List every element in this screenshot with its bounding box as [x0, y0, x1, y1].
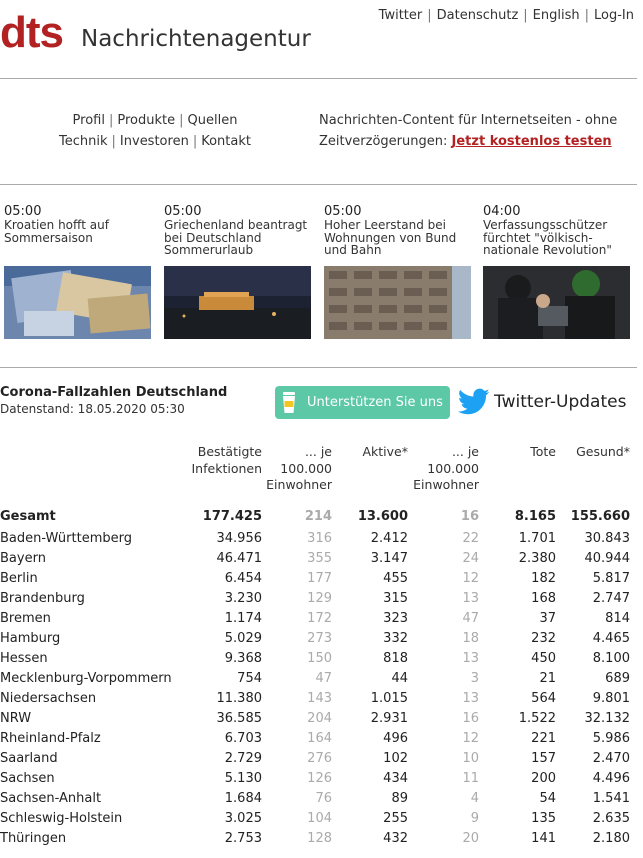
- recovered-cell: 4.496: [592, 770, 630, 786]
- news-item[interactable]: [483, 204, 633, 271]
- news-title[interactable]: Kroatien hofft auf Sommersaison: [4, 218, 109, 245]
- nav-profil[interactable]: Profil: [72, 113, 105, 128]
- recovered-cell: 155.660: [570, 508, 630, 524]
- divider: |: [179, 113, 184, 128]
- recovered-cell: 814: [605, 610, 630, 626]
- per100k-cell: 104: [307, 810, 332, 826]
- table-row: [0, 768, 630, 788]
- active-cell: 434: [383, 770, 408, 786]
- deaths-cell: 2.380: [518, 550, 556, 566]
- confirmed-cell: 2.753: [224, 830, 262, 846]
- per100k-cell: 143: [307, 690, 332, 706]
- divider-line: [0, 367, 637, 368]
- nav-technik[interactable]: Technik: [59, 134, 108, 149]
- promo-line-2: [319, 131, 639, 152]
- news-item[interactable]: [324, 204, 474, 271]
- table-row: [0, 608, 630, 628]
- state-name: Schleswig-Holstein: [0, 810, 123, 826]
- divider: |: [192, 134, 198, 149]
- confirmed-cell: 5.130: [224, 770, 262, 786]
- promo-line-1: Nachrichten-Content für Internetseiten - ohne: [319, 113, 618, 128]
- confirmed-cell: 754: [237, 670, 262, 686]
- table-row: [0, 808, 630, 828]
- confirmed-cell: 1.174: [224, 610, 262, 626]
- state-name: Bayern: [0, 550, 46, 566]
- active-cell: 44: [391, 670, 408, 686]
- main-nav: [0, 110, 310, 152]
- active-per100k-cell: 12: [462, 570, 479, 586]
- divider-line: [0, 184, 637, 185]
- active-per100k-cell: 20: [462, 830, 479, 846]
- deaths-cell: 200: [531, 770, 556, 786]
- table-row: [0, 668, 630, 688]
- active-per100k-cell: 13: [462, 690, 479, 706]
- active-cell: 323: [383, 610, 408, 626]
- per100k-cell: 126: [307, 770, 332, 786]
- active-cell: 89: [391, 790, 408, 806]
- coffee-cup-icon: [281, 392, 297, 414]
- recovered-cell: 40.944: [584, 550, 630, 566]
- news-item[interactable]: [164, 204, 314, 271]
- confirmed-cell: 46.471: [216, 550, 262, 566]
- news-time: 05:00: [4, 204, 42, 219]
- table-row: [0, 648, 630, 668]
- header-per100k: ... je 100.000 Einwohner: [266, 444, 332, 492]
- divider-line: [0, 78, 637, 79]
- active-cell: 818: [383, 650, 408, 666]
- twitter-updates-label: Twitter-Updates: [494, 392, 627, 412]
- deaths-cell: 1.701: [518, 530, 556, 546]
- table-row: [0, 728, 630, 748]
- agency-name: Nachrichtenagentur: [81, 26, 311, 52]
- twitter-link[interactable]: Twitter: [378, 8, 423, 23]
- active-cell: 432: [383, 830, 408, 846]
- confirmed-cell: 6.703: [224, 730, 262, 746]
- confirmed-cell: 3.025: [224, 810, 262, 826]
- news-time: 05:00: [324, 204, 362, 219]
- divider: |: [111, 134, 116, 149]
- confirmed-cell: 3.230: [224, 590, 262, 606]
- active-cell: 102: [383, 750, 408, 766]
- deaths-cell: 21: [539, 670, 556, 686]
- state-name: Mecklenburg-Vorpommern: [0, 670, 172, 686]
- state-name: Baden-Württemberg: [0, 530, 132, 546]
- per100k-cell: 355: [307, 550, 332, 566]
- per100k-cell: 276: [307, 750, 332, 766]
- table-row: [0, 788, 630, 808]
- apartment-building-image[interactable]: [324, 266, 471, 339]
- active-per100k-cell: 13: [462, 650, 479, 666]
- deaths-cell: 450: [531, 650, 556, 666]
- deaths-cell: 1.522: [518, 710, 556, 726]
- confirmed-cell: 6.454: [224, 570, 262, 586]
- corona-table: [0, 444, 630, 848]
- table-header-row: [0, 444, 630, 502]
- nav-kontakt[interactable]: Kontakt: [201, 134, 251, 149]
- active-per100k-cell: 11: [462, 770, 479, 786]
- divider: |: [523, 8, 528, 23]
- confirmed-cell: 5.029: [224, 630, 262, 646]
- nav-investoren[interactable]: Investoren: [119, 134, 189, 149]
- header-deaths: Tote: [530, 444, 556, 459]
- free-trial-link[interactable]: Jetzt kostenlos testen: [451, 134, 612, 149]
- active-per100k-cell: 3: [470, 670, 479, 686]
- active-cell: 3.147: [370, 550, 408, 566]
- active-cell: 13.600: [357, 508, 408, 524]
- divider: |: [108, 113, 114, 128]
- active-per100k-cell: 24: [462, 550, 479, 566]
- recovered-cell: 2.180: [592, 830, 630, 846]
- header-recovered: Gesund*: [576, 444, 630, 459]
- active-per100k-cell: 18: [462, 630, 479, 646]
- confirmed-cell: 2.729: [224, 750, 262, 766]
- news-time: 04:00: [483, 204, 521, 219]
- active-per100k-cell: 16: [460, 508, 479, 524]
- dts-logo[interactable]: dts: [0, 8, 63, 57]
- top-links: [379, 8, 634, 23]
- recovered-cell: 4.465: [592, 630, 630, 646]
- deaths-cell: 135: [531, 810, 556, 826]
- active-cell: 2.931: [370, 710, 408, 726]
- per100k-cell: 214: [304, 508, 332, 524]
- active-cell: 315: [383, 590, 408, 606]
- news-title[interactable]: Hoher Leerstand bei Wohnungen von Bund und Bahn: [324, 218, 457, 257]
- per100k-cell: 128: [307, 830, 332, 846]
- confirmed-cell: 1.684: [224, 790, 262, 806]
- per100k-cell: 150: [307, 650, 332, 666]
- recovered-cell: 1.541: [592, 790, 630, 806]
- recovered-cell: 5.817: [592, 570, 630, 586]
- deaths-cell: 54: [539, 790, 556, 806]
- english-link[interactable]: English: [532, 8, 580, 23]
- state-name: NRW: [0, 710, 32, 726]
- state-name: Gesamt: [0, 508, 56, 524]
- acropolis-night-image[interactable]: [164, 266, 311, 339]
- table-row: [0, 708, 630, 728]
- header-state: [0, 444, 180, 502]
- state-name: Niedersachsen: [0, 690, 97, 706]
- table-row: [0, 748, 630, 768]
- recovered-cell: 9.801: [592, 690, 630, 706]
- per100k-cell: 316: [307, 530, 332, 546]
- deaths-cell: 182: [531, 570, 556, 586]
- state-name: Sachsen-Anhalt: [0, 790, 102, 806]
- news-item[interactable]: [4, 204, 154, 271]
- active-per100k-cell: 13: [462, 590, 479, 606]
- privacy-link[interactable]: Datenschutz: [436, 8, 519, 23]
- state-name: Saarland: [0, 750, 58, 766]
- recovered-cell: 2.747: [592, 590, 630, 606]
- confirmed-cell: 9.368: [224, 650, 262, 666]
- divider: |: [584, 8, 590, 23]
- deaths-cell: 8.165: [514, 508, 556, 524]
- confirmed-cell: 36.585: [216, 710, 262, 726]
- login-link[interactable]: Log-In: [594, 8, 634, 23]
- total-row: [0, 502, 630, 528]
- corona-title: Corona-Fallzahlen Deutschland: [0, 385, 228, 400]
- active-cell: 1.015: [370, 690, 408, 706]
- police-officers-image[interactable]: [483, 266, 630, 339]
- recovered-cell: 2.470: [592, 750, 630, 766]
- table-row: [0, 628, 630, 648]
- deaths-cell: 168: [531, 590, 556, 606]
- active-per100k-cell: 12: [462, 730, 479, 746]
- recovered-cell: 30.843: [584, 530, 630, 546]
- per100k-cell: 76: [315, 790, 332, 806]
- table-row: [0, 548, 630, 568]
- promo-text: [319, 110, 639, 152]
- per100k-cell: 129: [307, 590, 332, 606]
- active-cell: 2.412: [370, 530, 408, 546]
- table-row: [0, 828, 630, 848]
- support-label: Unterstützen Sie uns: [307, 395, 443, 410]
- state-name: Hessen: [0, 650, 48, 666]
- recovered-cell: 8.100: [592, 650, 630, 666]
- nav-produkte[interactable]: Produkte: [117, 113, 176, 128]
- per100k-cell: 164: [307, 730, 332, 746]
- table-row: [0, 588, 630, 608]
- table-row: [0, 528, 630, 548]
- per100k-cell: 172: [307, 610, 332, 626]
- state-name: Berlin: [0, 570, 38, 586]
- news-title[interactable]: Griechenland beantragt bei Deutschland Sommerurlaub: [164, 218, 308, 257]
- active-per100k-cell: 47: [462, 610, 479, 626]
- state-name: Hamburg: [0, 630, 61, 646]
- recovered-cell: 2.635: [592, 810, 630, 826]
- state-name: Brandenburg: [0, 590, 85, 606]
- active-per100k-cell: 10: [462, 750, 479, 766]
- active-per100k-cell: 22: [462, 530, 479, 546]
- per100k-cell: 47: [315, 670, 332, 686]
- promo-line-2-text: Zeitverzögerungen:: [319, 134, 448, 149]
- per100k-cell: 204: [307, 710, 332, 726]
- confirmed-cell: 34.956: [216, 530, 262, 546]
- state-name: Bremen: [0, 610, 51, 626]
- twitter-updates[interactable]: [458, 388, 626, 416]
- news-title[interactable]: Verfassungsschützer fürchtet "völkisch-nationale Revolution": [483, 218, 612, 257]
- recovered-cell: 5.986: [592, 730, 630, 746]
- state-name: Thüringen: [0, 830, 67, 846]
- divider: |: [427, 8, 432, 23]
- deaths-cell: 564: [531, 690, 556, 706]
- active-cell: 332: [383, 630, 408, 646]
- news-time: 05:00: [164, 204, 202, 219]
- state-name: Sachsen: [0, 770, 55, 786]
- recovered-cell: 32.132: [584, 710, 630, 726]
- active-cell: 496: [383, 730, 408, 746]
- table-row: [0, 688, 630, 708]
- data-timestamp: Datenstand: 18.05.2020 05:30: [0, 402, 185, 416]
- active-per100k-cell: 4: [470, 790, 479, 806]
- twitter-bird-icon: [458, 388, 490, 416]
- active-cell: 255: [383, 810, 408, 826]
- per100k-cell: 177: [307, 570, 332, 586]
- table-row: [0, 568, 630, 588]
- active-per100k-cell: 16: [462, 710, 479, 726]
- recovered-cell: 689: [605, 670, 630, 686]
- confirmed-cell: 177.425: [202, 508, 262, 524]
- money-banknotes-image[interactable]: [4, 266, 151, 339]
- support-button[interactable]: [275, 386, 450, 419]
- state-name: Rheinland-Pfalz: [0, 730, 101, 746]
- active-cell: 455: [383, 570, 408, 586]
- active-per100k-cell: 9: [470, 810, 479, 826]
- deaths-cell: 221: [531, 730, 556, 746]
- header-active: Aktive*: [362, 444, 408, 459]
- deaths-cell: 37: [539, 610, 556, 626]
- per100k-cell: 273: [307, 630, 332, 646]
- confirmed-cell: 11.380: [216, 690, 262, 706]
- deaths-cell: 141: [531, 830, 556, 846]
- header-active-per100k: ... je 100.000 Einwohner: [413, 444, 479, 492]
- header-confirmed: Bestätigte Infektionen: [191, 444, 262, 476]
- nav-quellen[interactable]: Quellen: [187, 113, 238, 128]
- deaths-cell: 232: [531, 630, 556, 646]
- deaths-cell: 157: [531, 750, 556, 766]
